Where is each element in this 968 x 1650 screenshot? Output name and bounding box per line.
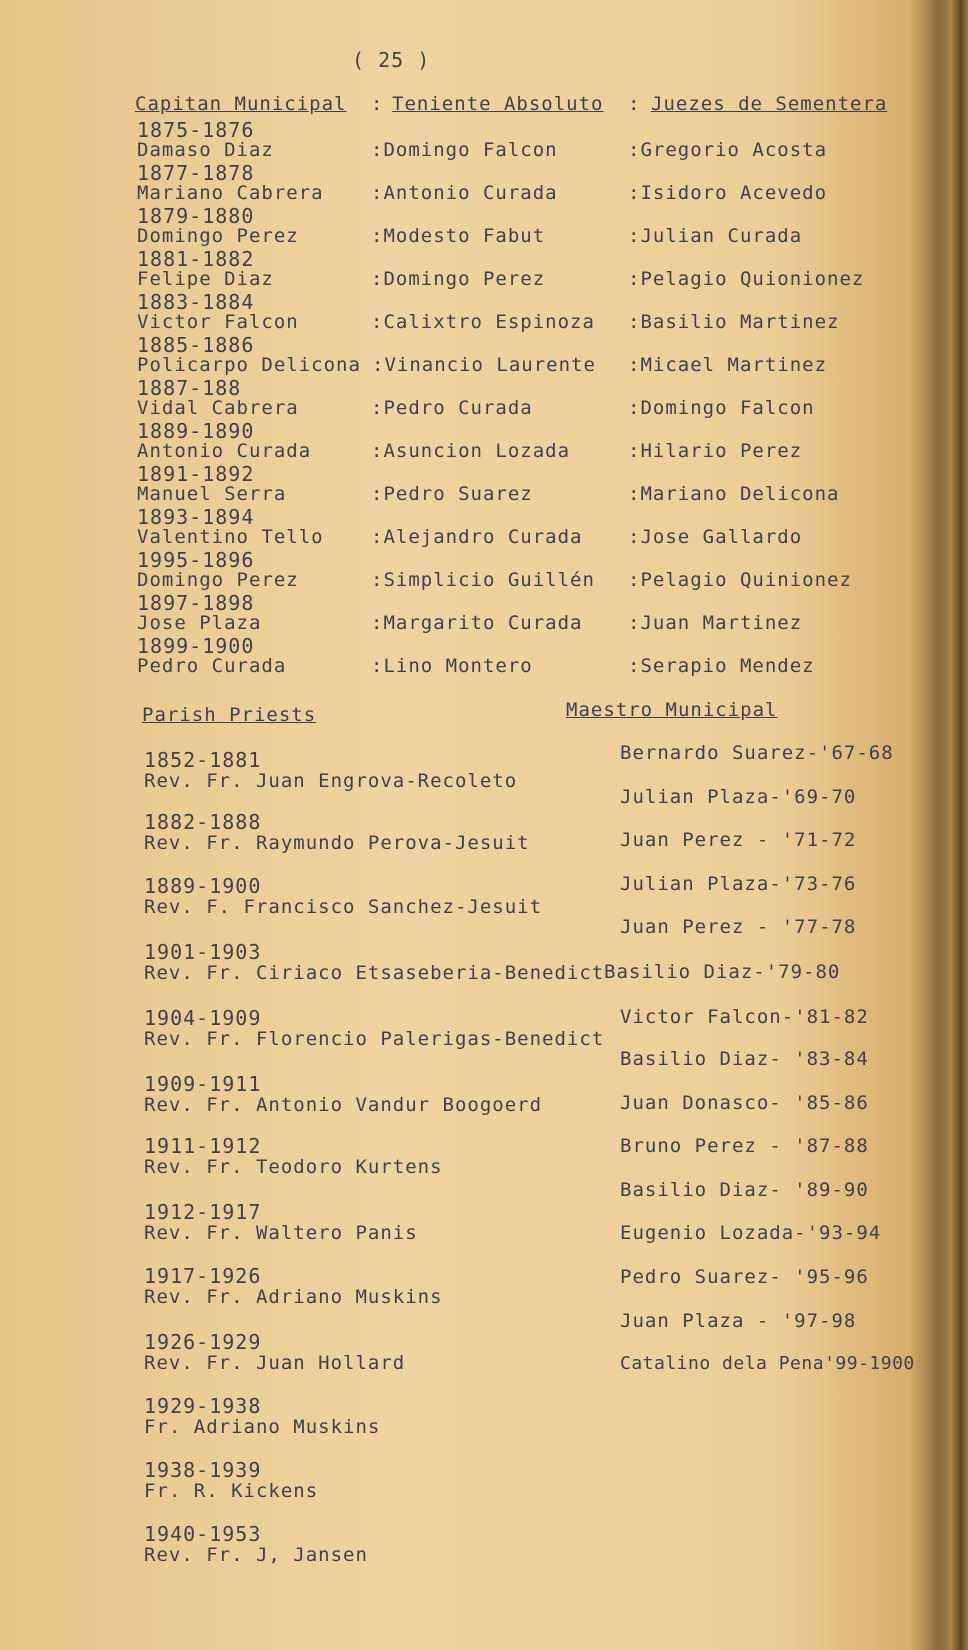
priest-years: 1904-1909 — [144, 1006, 262, 1030]
priest-years: 1889-1900 — [144, 874, 262, 898]
maestro-entry: Basilio Diaz- '83-84 — [620, 1048, 869, 1070]
term-years: 1877-1878 — [137, 161, 255, 185]
juez-name: :Gregorio Acosta — [628, 139, 828, 161]
juez-name: :Mariano Delicona — [628, 483, 840, 505]
priest-name: Rev. Fr. Adriano Muskins — [144, 1286, 443, 1308]
officials-row — [0, 247, 968, 291]
priest-years: 1938-1939 — [144, 1458, 262, 1482]
teniente-name: :Calixtro Espinoza — [371, 311, 595, 333]
juez-name: :Serapio Mendez — [628, 655, 815, 677]
teniente-name: :Pedro Curada — [371, 397, 533, 419]
officials-row — [0, 634, 968, 678]
teniente-name: :Vinancio Laurente — [372, 354, 596, 376]
juez-name: :Juan Martinez — [628, 612, 803, 634]
teniente-name: :Margarito Curada — [371, 612, 583, 634]
priest-name: Rev. Fr. Antonio Vandur Boogoerd — [144, 1094, 543, 1116]
priest-name: Rev. F. Francisco Sanchez-Jesuit — [144, 896, 543, 918]
maestro-entry: Victor Falcon-'81-82 — [620, 1006, 869, 1028]
priest-entry — [144, 1522, 784, 1570]
capitan-name: Felipe Diaz — [137, 268, 274, 290]
capitan-name: Domingo Perez — [137, 225, 299, 247]
teniente-name: :Lino Montero — [371, 655, 533, 677]
juez-name: :Pelagio Quionionez — [628, 268, 865, 290]
term-years: 1883-1884 — [137, 290, 255, 314]
maestro-entry: Juan Perez - '77-78 — [620, 916, 857, 938]
officials-row — [0, 118, 968, 162]
officials-row — [0, 591, 968, 635]
maestro-entry: Catalino dela Pena'99-1900 — [620, 1353, 915, 1374]
juez-name: :Pelagio Quinionez — [628, 569, 852, 591]
header-juezes-de-sementera: Juezes de Sementera — [651, 93, 888, 115]
teniente-name: :Domingo Perez — [371, 268, 546, 290]
priest-years: 1901-1903 — [144, 940, 262, 964]
priest-name: Rev. Fr. Teodoro Kurtens — [144, 1156, 443, 1178]
officials-row — [0, 419, 968, 463]
term-years: 1893-1894 — [137, 505, 255, 529]
maestro-entry: Basilio Diaz-'79-80 — [604, 961, 841, 983]
priest-years: 1929-1938 — [144, 1394, 262, 1418]
header-capitan-municipal: Capitan Municipal — [135, 93, 347, 115]
officials-row — [0, 161, 968, 205]
maestro-entry: Julian Plaza-'69-70 — [620, 786, 857, 808]
teniente-name: :Simplicio Guillén — [371, 569, 595, 591]
priest-years: 1917-1926 — [144, 1264, 262, 1288]
priest-name: Fr. R. Kickens — [144, 1480, 319, 1502]
maestro-municipal-heading: Maestro Municipal — [566, 699, 778, 721]
capitan-name: Damaso Diaz — [137, 139, 274, 161]
teniente-name: :Asuncion Lozada — [371, 440, 571, 462]
term-years: 1897-1898 — [137, 591, 255, 615]
priest-name: Rev. Fr. Juan Hollard — [144, 1352, 406, 1374]
juez-name: :Basilio Martinez — [628, 311, 840, 333]
officials-row — [0, 548, 968, 592]
maestro-entry: Basilio Diaz- '89-90 — [620, 1179, 869, 1201]
capitan-name: Victor Falcon — [137, 311, 299, 333]
priest-entry — [144, 1458, 784, 1506]
capitan-name: Vidal Cabrera — [137, 397, 299, 419]
term-years: 1881-1882 — [137, 247, 255, 271]
teniente-name: :Modesto Fabut — [371, 225, 546, 247]
priest-years: 1852-1881 — [144, 748, 262, 772]
officials-row — [0, 333, 968, 377]
header-separator: : — [628, 93, 641, 115]
teniente-name: :Pedro Suarez — [371, 483, 533, 505]
capitan-name: Antonio Curada — [137, 440, 312, 462]
priest-name: Rev. Fr. Ciriaco Etsaseberia-Benedict — [144, 962, 605, 984]
priest-years: 1940-1953 — [144, 1522, 262, 1546]
capitan-name: Mariano Cabrera — [137, 182, 324, 204]
term-years: 1879-1880 — [137, 204, 255, 228]
priest-years: 1926-1929 — [144, 1330, 262, 1354]
priest-name: Rev. Fr. Juan Engrova-Recoleto — [144, 770, 518, 792]
juez-name: :Jose Gallardo — [628, 526, 803, 548]
term-years: 1875-1876 — [137, 118, 255, 142]
maestro-entry: Juan Donasco- '85-86 — [620, 1092, 869, 1114]
priest-years: 1912-1917 — [144, 1200, 262, 1224]
term-years: 1889-1890 — [137, 419, 255, 443]
priest-years: 1909-1911 — [144, 1072, 262, 1096]
juez-name: :Domingo Falcon — [628, 397, 815, 419]
maestro-entry: Juan Perez - '71-72 — [620, 829, 857, 851]
term-years: 1995-1896 — [137, 548, 255, 572]
teniente-name: :Antonio Curada — [371, 182, 558, 204]
priest-name: Rev. Fr. Florencio Palerigas-Benedict — [144, 1028, 605, 1050]
juez-name: :Micael Martinez — [628, 354, 828, 376]
juez-name: :Julian Curada — [628, 225, 803, 247]
header-teniente-absoluto: Teniente Absoluto — [392, 93, 604, 115]
priest-years: 1882-1888 — [144, 810, 262, 834]
parish-priests-heading: Parish Priests — [142, 704, 317, 726]
teniente-name: :Alejandro Curada — [371, 526, 583, 548]
maestro-entry: Eugenio Lozada-'93-94 — [620, 1222, 882, 1244]
officials-row — [0, 290, 968, 334]
officials-row — [0, 462, 968, 506]
priest-name: Rev. Fr. J, Jansen — [144, 1544, 368, 1566]
capitan-name: Valentino Tello — [137, 526, 324, 548]
officials-row — [0, 376, 968, 420]
maestro-entry: Julian Plaza-'73-76 — [620, 873, 857, 895]
teniente-name: :Domingo Falcon — [371, 139, 558, 161]
capitan-name: Manuel Serra — [137, 483, 287, 505]
priest-name: Rev. Fr. Raymundo Perova-Jesuit — [144, 832, 530, 854]
capitan-name: Domingo Perez — [137, 569, 299, 591]
priest-years: 1911-1912 — [144, 1134, 262, 1158]
maestro-entry: Bruno Perez - '87-88 — [620, 1135, 869, 1157]
officials-row — [0, 204, 968, 248]
page-number: ( 25 ) — [352, 48, 431, 72]
capitan-name: Jose Plaza — [137, 612, 262, 634]
term-years: 1887-188 — [137, 376, 242, 400]
maestro-entry: Juan Plaza - '97-98 — [620, 1310, 857, 1332]
maestro-entry: Pedro Suarez- '95-96 — [620, 1266, 869, 1288]
juez-name: :Hilario Perez — [628, 440, 803, 462]
priest-entry — [144, 1394, 784, 1442]
term-years: 1899-1900 — [137, 634, 255, 658]
capitan-name: Pedro Curada — [137, 655, 287, 677]
header-separator: : — [371, 93, 384, 115]
officials-row — [0, 505, 968, 549]
priest-name: Fr. Adriano Muskins — [144, 1416, 381, 1438]
term-years: 1885-1886 — [137, 333, 255, 357]
maestro-entry: Bernardo Suarez-'67-68 — [620, 742, 894, 764]
capitan-name: Policarpo Delicona — [137, 354, 361, 376]
term-years: 1891-1892 — [137, 462, 255, 486]
priest-name: Rev. Fr. Waltero Panis — [144, 1222, 418, 1244]
juez-name: :Isidoro Acevedo — [628, 182, 828, 204]
